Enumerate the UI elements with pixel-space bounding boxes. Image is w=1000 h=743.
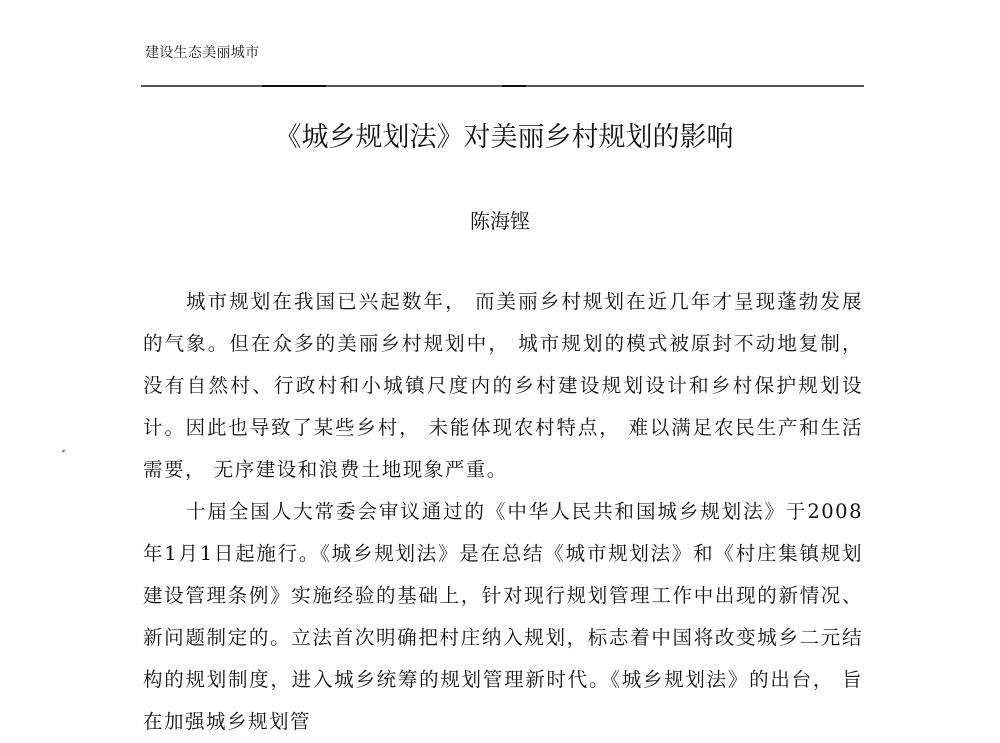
header-rule-divider xyxy=(141,85,864,87)
rule-accent xyxy=(262,85,326,87)
article-author: 陈海铿 xyxy=(470,209,530,233)
scan-artifact xyxy=(62,449,66,452)
running-header: 建设生态美丽城市 xyxy=(145,45,260,61)
article-body xyxy=(143,281,863,743)
body-paragraph: 城市规划在我国已兴起数年， 而美丽乡村规划在近几年才呈现蓬勃发展的气象。但在众多的美丽乡村规划中， 城市规划的模式被原封不动地复制， 没有自然村、行政村和小城镇尺度内的乡村建设规划设计和乡村保护规划设计。因此也导致了某些乡村， 未能体现农村特点， 难以满足农民生产和生活需要， 无序建设和浪费土地现象严重。 xyxy=(143,290,863,481)
body-paragraph: 十届全国人大常委会审议通过的《中华人民共和国城乡规划法》于2008年1月1日起施行。《城乡规划法》是在总结《城市规划法》和《村庄集镇规划建设管理条例》实施经验的基础上，针对现行规划管理工作中出现的新情况、新问题制定的。立法首次明确把村庄纳入规划，标志着中国将改变城乡二元结构的规划制度，进入城乡统筹的规划管理新时代。《城乡规划法》的出台， 旨在加强城乡规划管 xyxy=(143,500,863,733)
rule-accent xyxy=(502,85,526,87)
article-title: 《城乡规划法》对美丽乡村规划的影响 xyxy=(274,122,734,153)
